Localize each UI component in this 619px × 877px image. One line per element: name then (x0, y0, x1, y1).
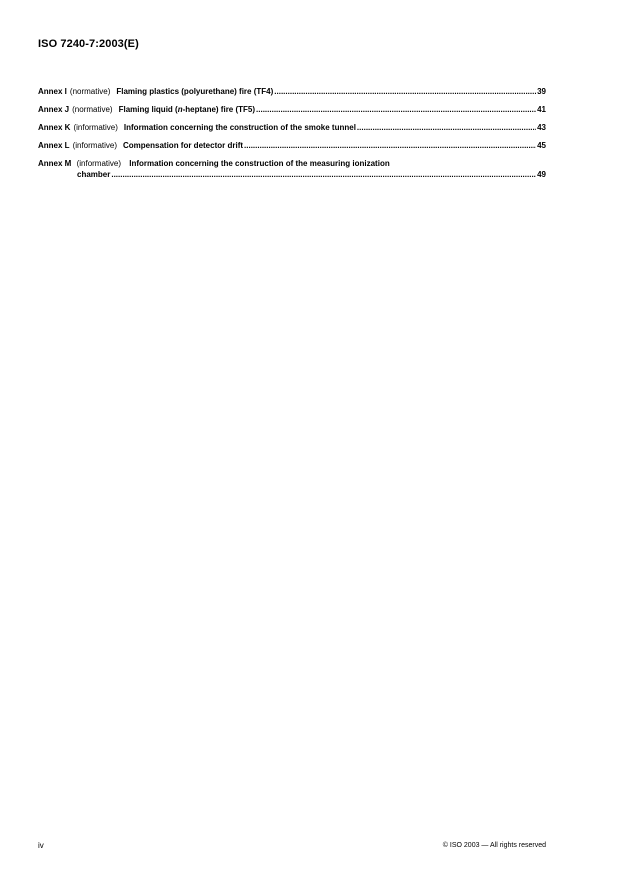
toc-entry-annex-m[interactable] (38, 158, 546, 180)
annex-title: Flaming plastics (polyurethane) fire (TF4) (116, 87, 274, 96)
footer-copyright: © ISO 2003 — All rights reserved (442, 842, 546, 849)
annex-title: Compensation for detector drift (123, 141, 244, 150)
page-number: 39 (537, 87, 546, 96)
annex-type: (informative) (73, 123, 118, 132)
footer-page-number: iv (38, 841, 44, 850)
annex-label: Annex M (38, 159, 72, 168)
table-of-contents (38, 86, 546, 187)
page-number: 43 (537, 123, 546, 132)
annex-title: Information concerning the construction of the measuring ionization (129, 159, 390, 168)
dot-leader (111, 169, 536, 180)
annex-label: Annex J (38, 105, 70, 114)
toc-entry-annex-j[interactable] (38, 104, 546, 115)
annex-label: Annex I (38, 87, 67, 96)
page-number: 41 (537, 105, 546, 114)
annex-title-continued: chamber (77, 170, 111, 179)
dot-leader (244, 140, 536, 151)
annex-label: Annex K (38, 123, 71, 132)
annex-type: (normative) (69, 87, 111, 96)
annex-title: Information concerning the construction of the smoke tunnel (123, 123, 356, 132)
annex-type: (informative) (76, 159, 122, 168)
dot-leader (256, 104, 536, 115)
annex-label: Annex L (38, 141, 70, 150)
annex-type: (informative) (72, 141, 118, 150)
dot-leader (274, 86, 536, 97)
document-id: ISO 7240-7:2003(E) (38, 38, 139, 50)
annex-type: (normative) (72, 105, 113, 114)
annex-title-part: Flaming liquid ( (118, 105, 178, 114)
toc-entry-annex-i[interactable] (38, 86, 546, 97)
annex-title (119, 104, 255, 115)
toc-entry-annex-l[interactable] (38, 140, 546, 151)
page-number: 49 (537, 170, 546, 179)
annex-title-italic: n (177, 105, 183, 114)
page-number: 45 (537, 141, 546, 150)
dot-leader (357, 122, 536, 133)
toc-entry-annex-k[interactable] (38, 122, 546, 133)
annex-title-part: -heptane) fire (TF5) (182, 105, 256, 114)
